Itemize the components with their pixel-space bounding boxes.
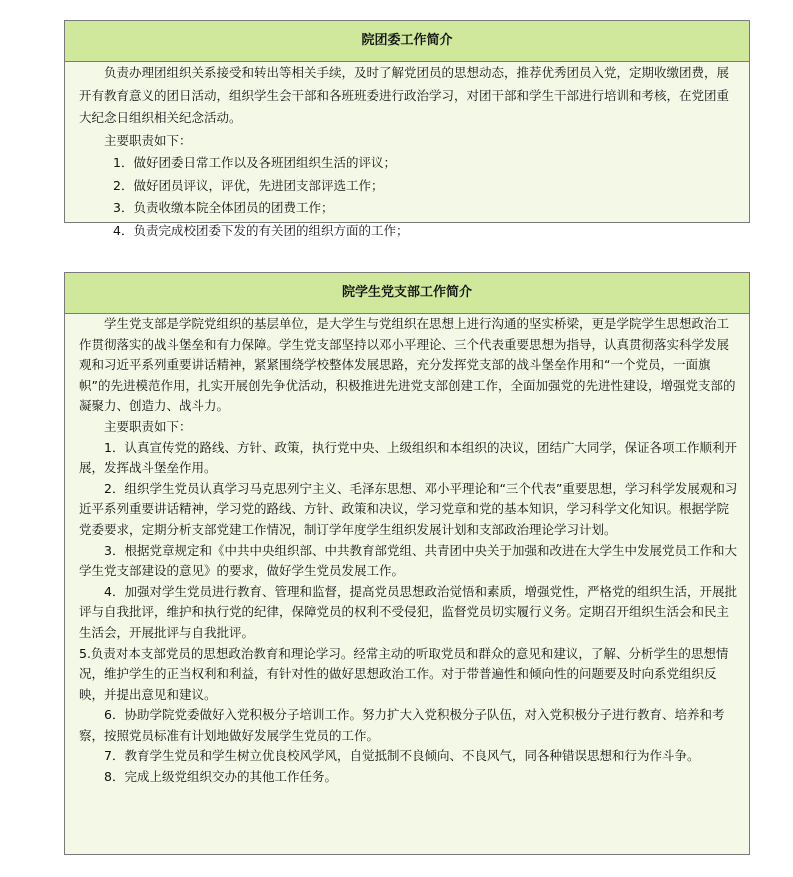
duty-item: 1．认真宣传党的路线、方针、政策，执行党中央、上级组织和本组织的决议，团结广大同学，保证各项工作顺利开展，发挥战斗堡垒作用。 — [79, 439, 737, 476]
youth-league-panel — [64, 20, 750, 238]
panel-title: 院团委工作简介 — [65, 21, 749, 62]
intro-paragraph: 学生党支部是学院党组织的基层单位，是大学生与党组织在思想上进行沟通的坚实桥梁，更是学院学生思想政治工作贯彻落实的战斗堡垒和有力保障。学生党支部坚持以邓小平理论、三个代表重要思想为指导，认真贯彻落实科学发展观和习近平系列重要讲话精神，紧紧围绕学校整体发展思路，充分发挥党支部的战斗堡垒作用和“一个党员，一面旗帜”的先进模范作用，扎实开展创先争优活动，积极推进先进党支部创建工作，全面加强党的先进性建设，增强党支部的凝聚力、创造力、战斗力。 — [79, 316, 736, 414]
panel-body — [65, 314, 749, 854]
duty-item: 3．负责收缴本院全体团员的团费工作； — [113, 200, 334, 215]
duty-item: 8．完成上级党组织交办的其他工作任务。 — [104, 769, 337, 785]
duty-item: 3．根据党章规定和《中共中央组织部、中共教育部党组、共青团中央关于加强和改进在大学生中发展党员工作和大学生党支部建设的意见》的要求，做好学生党员发展工作。 — [79, 542, 737, 579]
party-branch-panel — [64, 272, 750, 855]
duty-item: 7．教育学生党员和学生树立优良校风学风，自觉抵制不良倾向、不良风气，同各种错误思想和行为作斗争。 — [104, 748, 700, 764]
duty-item: 4．加强对学生党员进行教育、管理和监督，提高党员思想政治觉悟和素质，增强党性，严格党的组织生活，开展批评与自我批评，维护和执行党的纪律，保障党员的权利不受侵犯，监督党员切实履行义务。定期召开组织生活会和民主生活会，开展批评与自我批评。 — [79, 583, 737, 640]
duty-item: 5.负责对本支部党员的思想政治教育和理论学习。经常主动的听取党员和群众的意见和建议，了解、分析学生的思想情况，维护学生的正当权利和利益，有针对性的做好思想政治工作。对于带普遍性和倾向性的问题要及时向系党组织反映，并提出意见和建议。 — [79, 645, 729, 702]
duty-item: 4．负责完成校团委下发的有关团的组织方面的工作； — [113, 222, 409, 238]
intro-paragraph: 负责办理团组织关系接受和转出等相关手续，及时了解党团员的思想动态，推荐优秀团员入党，定期收缴团费，展开有教育意义的团日活动，组织学生会干部和各班班委进行政治学习，对团干部和学生干部进行培训和考核，在党团重大纪念日组织相关纪念活动。 — [79, 65, 730, 125]
panel-title: 院学生党支部工作简介 — [65, 273, 749, 314]
duty-item: 1．做好团委日常工作以及各班团组织生活的评议； — [113, 155, 396, 170]
duty-item: 6．协助学院党委做好入党积极分子培训工作。努力扩大入党积极分子队伍，对入党积极分子进行教育、培养和考察，按照党员标准有计划地做好发展学生党员的工作。 — [79, 707, 725, 743]
duty-item: 2．组织学生党员认真学习马克思列宁主义、毛泽东思想、邓小平理论和“三个代表”重要思想，学习科学发展观和习近平系列重要讲话精神，学习党的路线、方针、政策和决议，学习党章和党的基本知识，学习科学文化知识。根据学院党委要求，定期分析支部党建工作情况，制订学年度学生组织发展计划和支部政治理论学习计划。 — [79, 480, 738, 537]
duties-heading: 主要职责如下： — [104, 132, 192, 148]
panel-body — [65, 62, 749, 238]
duty-item: 2．做好团员评议，评优，先进团支部评选工作； — [113, 177, 384, 193]
duties-heading: 主要职责如下： — [104, 418, 192, 434]
